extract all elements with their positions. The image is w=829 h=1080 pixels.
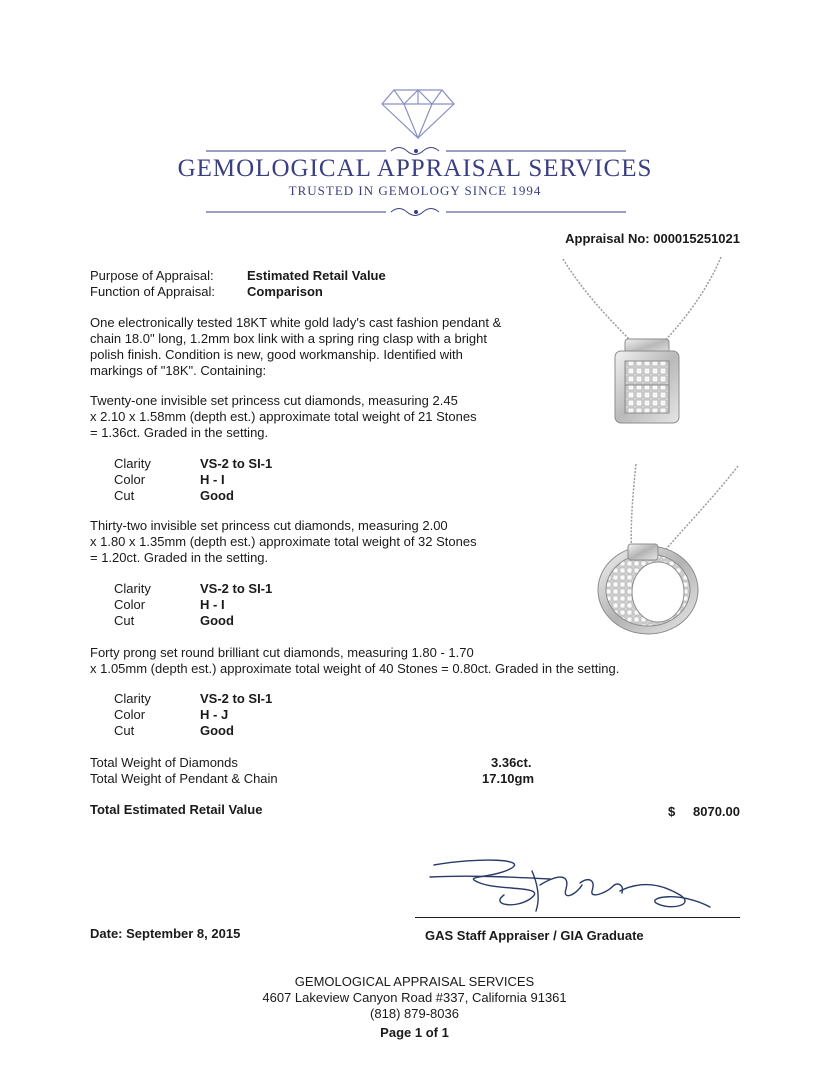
cut-value: Good [200,613,234,628]
stone-group-3-line: Forty prong set round brilliant cut diamonds, measuring 1.80 - 1.70 [90,645,474,660]
stone-group-1-line: Twenty-one invisible set princess cut diamonds, measuring 2.45 [90,393,458,408]
clarity-value: VS-2 to SI-1 [200,691,273,706]
pendant-side-photo [570,462,745,642]
cut-label: Cut [114,488,135,503]
page-number: Page 1 of 1 [380,1025,449,1040]
appraisal-number: Appraisal No: 000015251021 [565,231,740,246]
cut-value: Good [200,723,234,738]
color-value: H - I [200,472,225,487]
footer-phone: (818) 879-8036 [370,1006,459,1021]
function-label: Function of Appraisal: [90,284,216,299]
clarity-value: VS-2 to SI-1 [200,456,273,471]
clarity-label: Clarity [114,581,151,596]
header-ornament-bottom [206,204,626,214]
clarity-label: Clarity [114,691,151,706]
total-diamond-weight-value: 3.36ct. [491,755,532,770]
clarity-value: VS-2 to SI-1 [200,581,273,596]
color-label: Color [114,597,146,612]
total-diamond-weight-label: Total Weight of Diamonds [90,755,238,770]
appraiser-signature [420,855,720,917]
color-label: Color [114,472,146,487]
pendant-front-photo [555,255,735,435]
total-pendant-weight-label: Total Weight of Pendant & Chain [90,771,278,786]
stone-group-1-line: x 2.10 x 1.58mm (depth est.) approximate total weight of 21 Stones [90,409,477,424]
signature-caption: GAS Staff Appraiser / GIA Graduate [425,928,644,943]
footer-company: GEMOLOGICAL APPRAISAL SERVICES [294,974,535,989]
stone-group-3-description [90,645,650,677]
function-value: Comparison [247,284,323,299]
stone-group-2-line: = 1.20ct. Graded in the setting. [90,550,269,565]
clarity-label: Clarity [114,456,151,471]
total-retail-value: 8070.00 [693,804,740,819]
stone-group-1-line: = 1.36ct. Graded in the setting. [90,425,269,440]
color-value: H - J [200,707,229,722]
stone-group-3-line: x 1.05mm (depth est.) approximate total weight of 40 Stones = 0.80ct. Graded in the setting. [90,661,620,676]
company-name: GEMOLOGICAL APPRAISAL SERVICES [177,155,653,182]
company-tagline: TRUSTED IN GEMOLOGY SINCE 1994 [288,183,542,198]
cut-value: Good [200,488,234,503]
footer-address: 4607 Lakeview Canyon Road #337, California 91361 [262,990,567,1005]
stone-group-1-description [90,393,520,441]
cut-label: Cut [114,613,135,628]
stone-group-1-grades [114,456,334,504]
cut-label: Cut [114,723,135,738]
appraisal-date: Date: September 8, 2015 [90,926,241,941]
header-ornament-top [206,143,626,153]
signature-line [415,917,740,918]
color-label: Color [114,707,146,722]
stone-group-2-line: Thirty-two invisible set princess cut diamonds, measuring 2.00 [90,518,448,533]
purpose-label: Purpose of Appraisal: [90,268,214,283]
stone-group-2-description [90,518,520,566]
total-retail-value-label: Total Estimated Retail Value [90,802,263,817]
stone-group-2-grades [114,581,334,629]
currency-symbol: $ [668,804,676,819]
color-value: H - I [200,597,225,612]
purpose-value: Estimated Retail Value [247,268,386,283]
stone-group-2-line: x 1.80 x 1.35mm (depth est.) approximate total weight of 32 Stones [90,534,477,549]
diamond-logo-icon [380,88,456,140]
item-description: One electronically tested 18KT white gold lady's cast fashion pendant & chain 18.0" long, 1.2mm box link with a spring ring clasp with a bright polish finish. Condition is new, good workmanship. Identified with markings of "18K". Containing: [90,315,502,378]
total-pendant-weight-value: 17.10gm [482,771,535,786]
stone-group-3-grades [114,691,334,739]
